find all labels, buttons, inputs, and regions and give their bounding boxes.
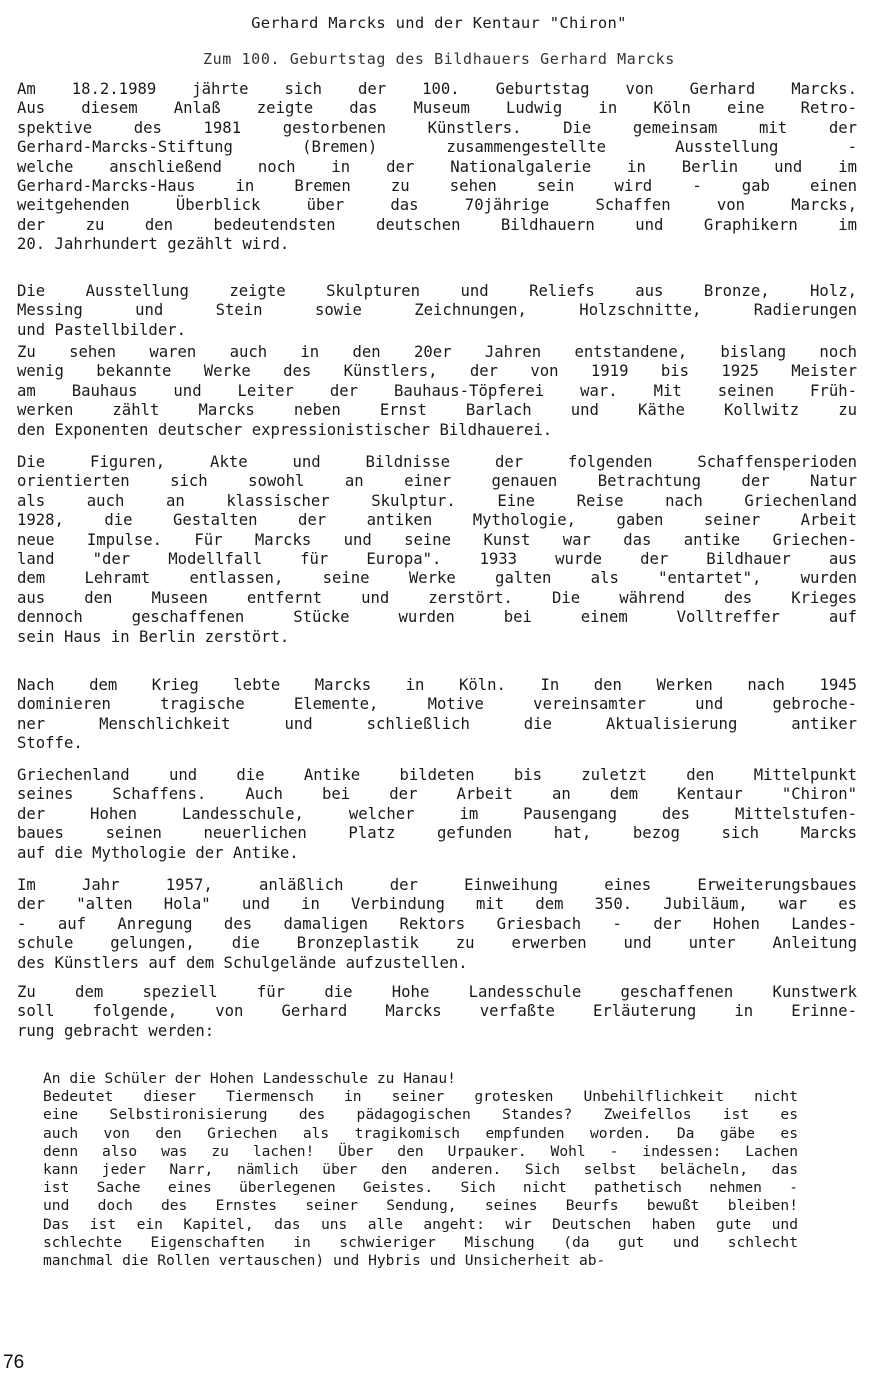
text-line: Gerhard-Marcks-Stiftung (Bremen) zusammengestellte Ausstellung - bbox=[17, 138, 857, 157]
paragraph-1 bbox=[17, 80, 857, 255]
paragraph-8 bbox=[17, 983, 857, 1041]
text-line: den Exponenten deutscher expressionistischer Bildhauerei. bbox=[17, 420, 553, 439]
paragraph-3 bbox=[17, 343, 857, 440]
text-line: ner Menschlichkeit und schließlich die Aktualisierung antiker bbox=[17, 714, 857, 733]
text-line: orientierten sich sowohl an einer genauen Betrachtung der Natur bbox=[17, 472, 857, 491]
text-line: rung gebracht werden: bbox=[17, 1021, 215, 1040]
page-number: 76 bbox=[3, 1352, 25, 1373]
article-subtitle: Zum 100. Geburtstag des Bildhauers Gerhard Marcks bbox=[203, 50, 675, 68]
text-line: soll folgende, von Gerhard Marcks verfaßte Erläuterung in Erinne- bbox=[17, 1002, 857, 1021]
text-line: 1928, die Gestalten der antiken Mythologie, gaben seiner Arbeit bbox=[17, 511, 857, 530]
text-line: als auch an klassischer Skulptur. Eine Reise nach Griechenland bbox=[17, 491, 857, 510]
text-line: neue Impulse. Für Marcks und seine Kunst war das antike Griechen- bbox=[17, 530, 857, 549]
text-line: wenig bekannte Werke des Künstlers, der von 1919 bis 1925 Meister bbox=[17, 362, 857, 381]
quote-line: kann jeder Narr, nämlich über den anderen. Sich selbst belächeln, das bbox=[43, 1160, 798, 1178]
text-line: sein Haus in Berlin zerstört. bbox=[17, 627, 290, 646]
paragraph-2 bbox=[17, 282, 857, 340]
text-line: spektive des 1981 gestorbenen Künstlers. Die gemeinsam mit der bbox=[17, 118, 857, 137]
text-line: aus den Museen entfernt und zerstört. Die während des Krieges bbox=[17, 588, 857, 607]
text-line: 20. Jahrhundert gezählt wird. bbox=[17, 235, 290, 254]
text-line: dem Lehramt entlassen, seine Werke galten als "entartet", wurden bbox=[17, 569, 857, 588]
text-line: der zu den bedeutendsten deutschen Bildhauern und Graphikern im bbox=[17, 215, 857, 234]
text-line: - auf Anregung des damaligen Rektors Griesbach - der Hohen Landes- bbox=[17, 914, 857, 933]
quote-line: Das ist ein Kapitel, das uns alle angeht: wir Deutschen haben gute und bbox=[43, 1215, 798, 1233]
text-line: schule gelungen, die Bronzeplastik zu erwerben und unter Anleitung bbox=[17, 934, 857, 953]
quote-salutation: An die Schüler der Hohen Landesschule zu Hanau! bbox=[43, 1070, 456, 1087]
marcks-letter-quote bbox=[43, 1070, 798, 1270]
text-line: der "alten Hola" und in Verbindung mit dem 350. Jubiläum, war es bbox=[17, 895, 857, 914]
paragraph-4 bbox=[17, 453, 857, 647]
text-line: Gerhard-Marcks-Haus in Bremen zu sehen sein wird - gab einen bbox=[17, 176, 857, 195]
text-line: Stoffe. bbox=[17, 734, 83, 753]
text-line: dominieren tragische Elemente, Motive vereinsamter und gebroche- bbox=[17, 695, 857, 714]
text-line: Aus diesem Anlaß zeigte das Museum Ludwig in Köln eine Retro- bbox=[17, 99, 857, 118]
text-line: auf die Mythologie der Antike. bbox=[17, 843, 299, 862]
text-line: Die Ausstellung zeigte Skulpturen und Reliefs aus Bronze, Holz, bbox=[17, 282, 857, 300]
text-line: Im Jahr 1957, anläßlich der Einweihung eines Erweiterungsbaues bbox=[17, 876, 857, 894]
text-line: Die Figuren, Akte und Bildnisse der folgenden Schaffensperioden bbox=[17, 453, 857, 471]
text-line: dennoch geschaffenen Stücke wurden bei einem Volltreffer auf bbox=[17, 608, 857, 627]
text-line: des Künstlers auf dem Schulgelände aufzustellen. bbox=[17, 953, 468, 972]
text-line: werken zählt Marcks neben Ernst Barlach und Käthe Kollwitz zu bbox=[17, 401, 857, 420]
text-line: Nach dem Krieg lebte Marcks in Köln. In den Werken nach 1945 bbox=[17, 676, 857, 694]
quote-body bbox=[43, 1088, 798, 1270]
text-line: und Pastellbilder. bbox=[17, 320, 186, 339]
quote-line: schlechte Eigenschaften in schwieriger Mischung (da gut und schlecht bbox=[43, 1233, 798, 1251]
article-title: Gerhard Marcks und der Kentaur "Chiron" bbox=[251, 14, 627, 32]
quote-line: ist Sache eines überlegenen Geistes. Sich nicht pathetisch nehmen - bbox=[43, 1179, 798, 1197]
quote-line: Bedeutet dieser Tiermensch in seiner grotesken Unbehilflichkeit nicht bbox=[43, 1088, 798, 1106]
quote-line: denn also was zu lachen! Über den Urpauker. Wohl - indessen: Lachen bbox=[43, 1142, 798, 1160]
quote-line: und doch des Ernstes seiner Sendung, seines Beurfs bewußt bleiben! bbox=[43, 1197, 798, 1215]
text-line: baues seinen neuerlichen Platz gefunden hat, bezog sich Marcks bbox=[17, 824, 857, 843]
text-line: Am 18.2.1989 jährte sich der 100. Geburtstag von Gerhard Marcks. bbox=[17, 80, 857, 98]
text-line: Zu dem speziell für die Hohe Landesschule geschaffenen Kunstwerk bbox=[17, 983, 857, 1001]
paragraph-6 bbox=[17, 766, 857, 863]
paragraph-7 bbox=[17, 876, 857, 973]
text-line: Griechenland und die Antike bildeten bis zuletzt den Mittelpunkt bbox=[17, 766, 857, 784]
text-line: Messing und Stein sowie Zeichnungen, Holzschnitte, Radierungen bbox=[17, 301, 857, 320]
text-line: weitgehenden Überblick über das 70jährige Schaffen von Marcks, bbox=[17, 196, 857, 215]
paragraph-5 bbox=[17, 676, 857, 754]
quote-line: eine Selbstironisierung des pädagogischen Standes? Zweifellos ist es bbox=[43, 1106, 798, 1124]
text-line: Zu sehen waren auch in den 20er Jahren entstandene, bislang noch bbox=[17, 343, 857, 361]
text-line: am Bauhaus und Leiter der Bauhaus-Töpferei war. Mit seinen Früh- bbox=[17, 381, 857, 400]
text-line: land "der Modellfall für Europa". 1933 wurde der Bildhauer aus bbox=[17, 549, 857, 568]
text-line: welche anschließend noch in der Nationalgalerie in Berlin und im bbox=[17, 157, 857, 176]
text-line: seines Schaffens. Auch bei der Arbeit an dem Kentaur "Chiron" bbox=[17, 785, 857, 804]
quote-line: auch von den Griechen als tragikomisch empfunden worden. Da gäbe es bbox=[43, 1124, 798, 1142]
text-line: der Hohen Landesschule, welcher im Pausengang des Mittelstufen- bbox=[17, 804, 857, 823]
quote-line: manchmal die Rollen vertauschen) und Hybris und Unsicherheit ab- bbox=[43, 1251, 606, 1269]
